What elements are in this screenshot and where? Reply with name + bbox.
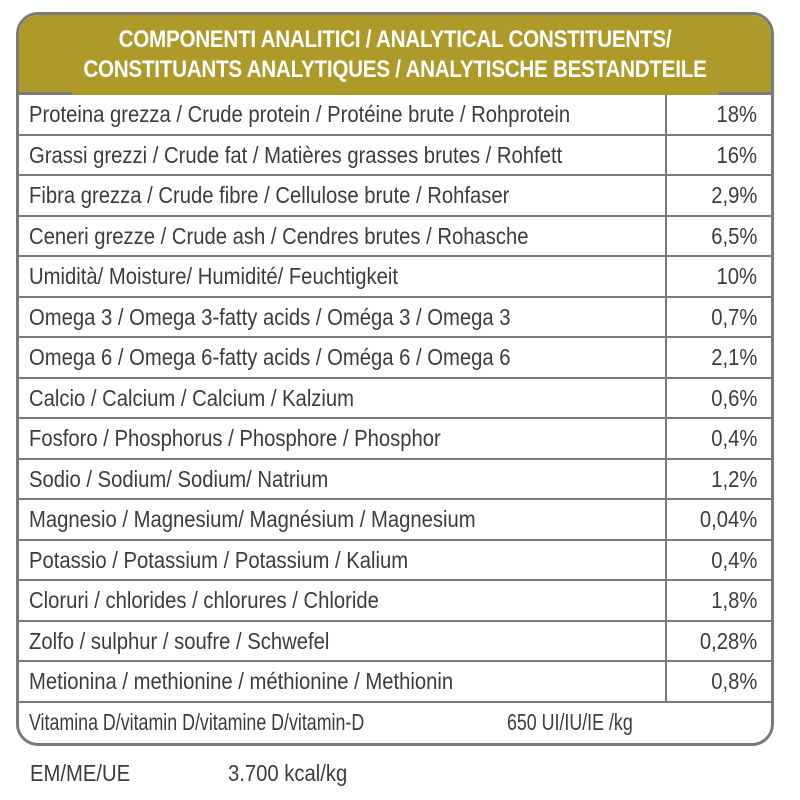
constituent-value: 1,2% (710, 465, 757, 492)
table-row (19, 379, 771, 420)
constituent-value: 1,8% (710, 587, 757, 613)
energy-line (30, 760, 364, 787)
constituent-value: 2,1% (710, 344, 757, 370)
table-row (19, 298, 771, 339)
constituent-name: Omega 3 / Omega 3-fatty acids / Oméga 3 / Omega 3 (29, 303, 511, 330)
constituent-value: 18% (716, 101, 757, 127)
constituent-name: Omega 6 / Omega 6-fatty acids / Oméga 6 / Omega 6 (29, 344, 511, 370)
energy-value: 3.700 kcal/kg (228, 760, 348, 786)
header-line-1: COMPONENTI ANALITICI / ANALYTICAL CONSTITUENTS/ (118, 26, 672, 53)
vitamin-d-value: 650 UI/IU/IE /kg (507, 709, 633, 735)
constituent-value: 6,5% (710, 222, 757, 249)
constituent-value: 0,28% (699, 627, 757, 654)
constituent-name: Sodio / Sodium/ Sodium/ Natrium (29, 465, 329, 492)
table-row (19, 338, 771, 379)
constituent-name: Metionina / methionine / méthionine / Methionin (29, 668, 454, 694)
table-header (19, 15, 771, 95)
table-row (19, 419, 771, 460)
table-row (19, 460, 771, 501)
constituent-name: Potassio / Potassium / Potassium / Kalium (29, 546, 409, 573)
constituent-name: Ceneri grezze / Crude ash / Cendres brutes / Rohasche (29, 222, 529, 249)
table-row (19, 622, 771, 663)
constituent-name: Proteina grezza / Crude protein / Protéine brute / Rohprotein (29, 101, 571, 127)
constituent-name: Cloruri / chlorides / chlorures / Chloride (29, 587, 379, 613)
constituent-rows (19, 95, 771, 703)
constituent-name: Umidità/ Moisture/ Humidité/ Feuchtigkeit (29, 263, 398, 289)
constituent-value: 2,9% (710, 182, 757, 208)
constituent-value: 0,04% (699, 506, 757, 532)
constituent-value: 0,7% (710, 303, 757, 330)
header-line-2: CONSTITUANTS ANALYTIQUES / ANALYTISCHE BESTANDTEILE (83, 56, 707, 83)
constituent-value: 0,4% (710, 425, 757, 451)
constituent-value: 0,8% (710, 668, 757, 694)
table-row (19, 217, 771, 258)
constituent-name: Fibra grezza / Crude fibre / Cellulose brute / Rohfaser (29, 182, 510, 208)
vitamin-d-label: Vitamina D/vitamin D/vitamine D/vitamin-D (29, 709, 365, 735)
constituent-value: 0,6% (710, 384, 757, 411)
constituent-name: Grassi grezzi / Crude fat / Matières grasses brutes / Rohfett (29, 141, 563, 168)
energy-label: EM/ME/UE (30, 760, 131, 786)
constituent-value: 16% (716, 141, 757, 168)
table-row (19, 136, 771, 177)
table-row (19, 581, 771, 622)
table-row (19, 95, 771, 136)
table-row (19, 662, 771, 703)
table-row (19, 500, 771, 541)
constituent-value: 10% (716, 263, 757, 289)
table-row (19, 176, 771, 217)
constituent-name: Magnesio / Magnesium/ Magnésium / Magnesium (29, 506, 476, 532)
constituent-name: Fosforo / Phosphorus / Phosphore / Phosphor (29, 425, 441, 451)
vitamin-d-row (19, 703, 771, 743)
constituent-name: Zolfo / sulphur / soufre / Schwefel (29, 627, 330, 654)
constituent-name: Calcio / Calcium / Calcium / Kalzium (29, 384, 355, 411)
table-row (19, 541, 771, 582)
table-row (19, 257, 771, 298)
analytical-constituents-table (16, 12, 774, 746)
constituent-value: 0,4% (710, 546, 757, 573)
